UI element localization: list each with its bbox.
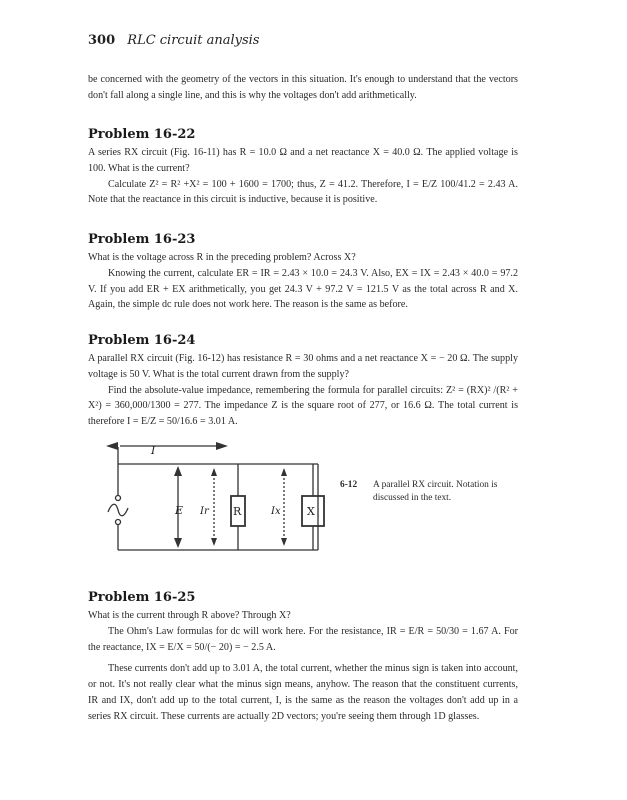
problem-question: What is the voltage across R in the preceding problem? Across X? — [88, 252, 356, 263]
ir-label: Ir — [200, 506, 209, 517]
problem-16-24-title: Problem 16-24 — [88, 333, 196, 348]
problem-answer: The Ohm's Law formulas for dc will work here. For the resistance, IR = E/R = 50/30 = 1.67 A. For the reactance, IX = E/X = 50/(− 20) = − 2.5 A. — [88, 625, 518, 653]
running-title: RLC circuit analysis — [127, 33, 260, 48]
voltage-arrow-bottom — [174, 538, 182, 548]
problem-answer: Knowing the current, calculate ER = IR = 2.43 × 10.0 = 24.3 V. Also, EX = IX = 2.43 × 40.0 = 97.2 V. If you add ER + EX arithmetically, you get 24.3 V + 97.2 V = 121.5 V as the total across R and X. Again, the simple dc rule does not work here. The reason is the same as before. — [88, 267, 518, 311]
voltage-arrow-top — [174, 466, 182, 476]
ix-arrow-top — [281, 468, 287, 476]
terminal-bottom — [116, 520, 121, 525]
problem-16-22-title: Problem 16-22 — [88, 127, 196, 142]
problem-answer: Find the absolute-value impedance, remembering the formula for parallel circuits: Z² = (RX)² /(R² + X²) = 360,000/1300 = 277. The impedance Z is the square root of 277, or 16.6 Ω. The total current is therefore I = E/Z = 50/16.6 = 3.01 A. — [88, 384, 518, 428]
problem-16-23-body — [88, 250, 518, 313]
problem-question: What is the current through R above? Through X? — [88, 610, 291, 621]
problem-16-25-body — [88, 608, 518, 725]
problem-16-22-body — [88, 145, 518, 208]
figure-caption-text: A parallel RX circuit. Notation is discussed in the text. — [373, 480, 498, 503]
ir-arrow-bottom — [211, 538, 217, 546]
reactance-label: X — [307, 505, 315, 518]
intro-paragraph — [88, 72, 518, 104]
intro-text: be concerned with the geometry of the vectors in this situation. It's enough to understand that the vectors don't fall along a single line, and this is why the voltages don't add arithmetically. — [88, 74, 518, 101]
ac-source-symbol — [108, 504, 128, 516]
problem-question: A series RX circuit (Fig. 16-11) has R = 10.0 Ω and a net reactance X = 40.0 Ω. The applied voltage is 100. What is the current? — [88, 147, 518, 174]
ix-label: Ix — [271, 506, 281, 517]
parallel-rx-circuit-diagram — [88, 440, 338, 565]
ir-arrow-top — [211, 468, 217, 476]
voltage-label: E — [175, 504, 184, 517]
current-arrow-right-head — [216, 442, 228, 450]
closing-paragraph: These currents don't add up to 3.01 A, the total current, whether the minus sign is taken into account, or not. It's not really clear what the minus sign means, anyhow. The reason that the constituent currents, IR and IX, don't add up to the total current, I, is the same as the reason the voltages don't add up in a series RX circuit. These currents are actually 2D vectors; you're seeing them through 1D glasses. — [88, 663, 518, 722]
ix-arrow-bottom — [281, 538, 287, 546]
problem-16-24-body — [88, 351, 518, 430]
problem-question: A parallel RX circuit (Fig. 16-12) has resistance R = 30 ohms and a net reactance X = − 20 Ω. The supply voltage is 50 V. What is the total current drawn from the supply? — [88, 353, 518, 380]
current-label: I — [151, 444, 156, 457]
problem-16-23-title: Problem 16-23 — [88, 232, 196, 247]
figure-caption — [340, 479, 500, 504]
resistor-label: R — [233, 505, 242, 518]
current-arrow-left-head — [106, 442, 118, 450]
problem-16-25-title: Problem 16-25 — [88, 590, 196, 605]
problem-answer: Calculate Z² = R² +X² = 100 + 1600 = 1700; thus, Z = 41.2. Therefore, I = E/Z 100/41.2 = 2.43 A. Note that the reactance in this circuit is inductive, because it is positive. — [88, 178, 518, 206]
figure-number: 6-12 — [340, 480, 358, 490]
page-header — [88, 33, 259, 48]
page-number: 300 — [88, 33, 116, 48]
terminal-top — [116, 496, 121, 501]
